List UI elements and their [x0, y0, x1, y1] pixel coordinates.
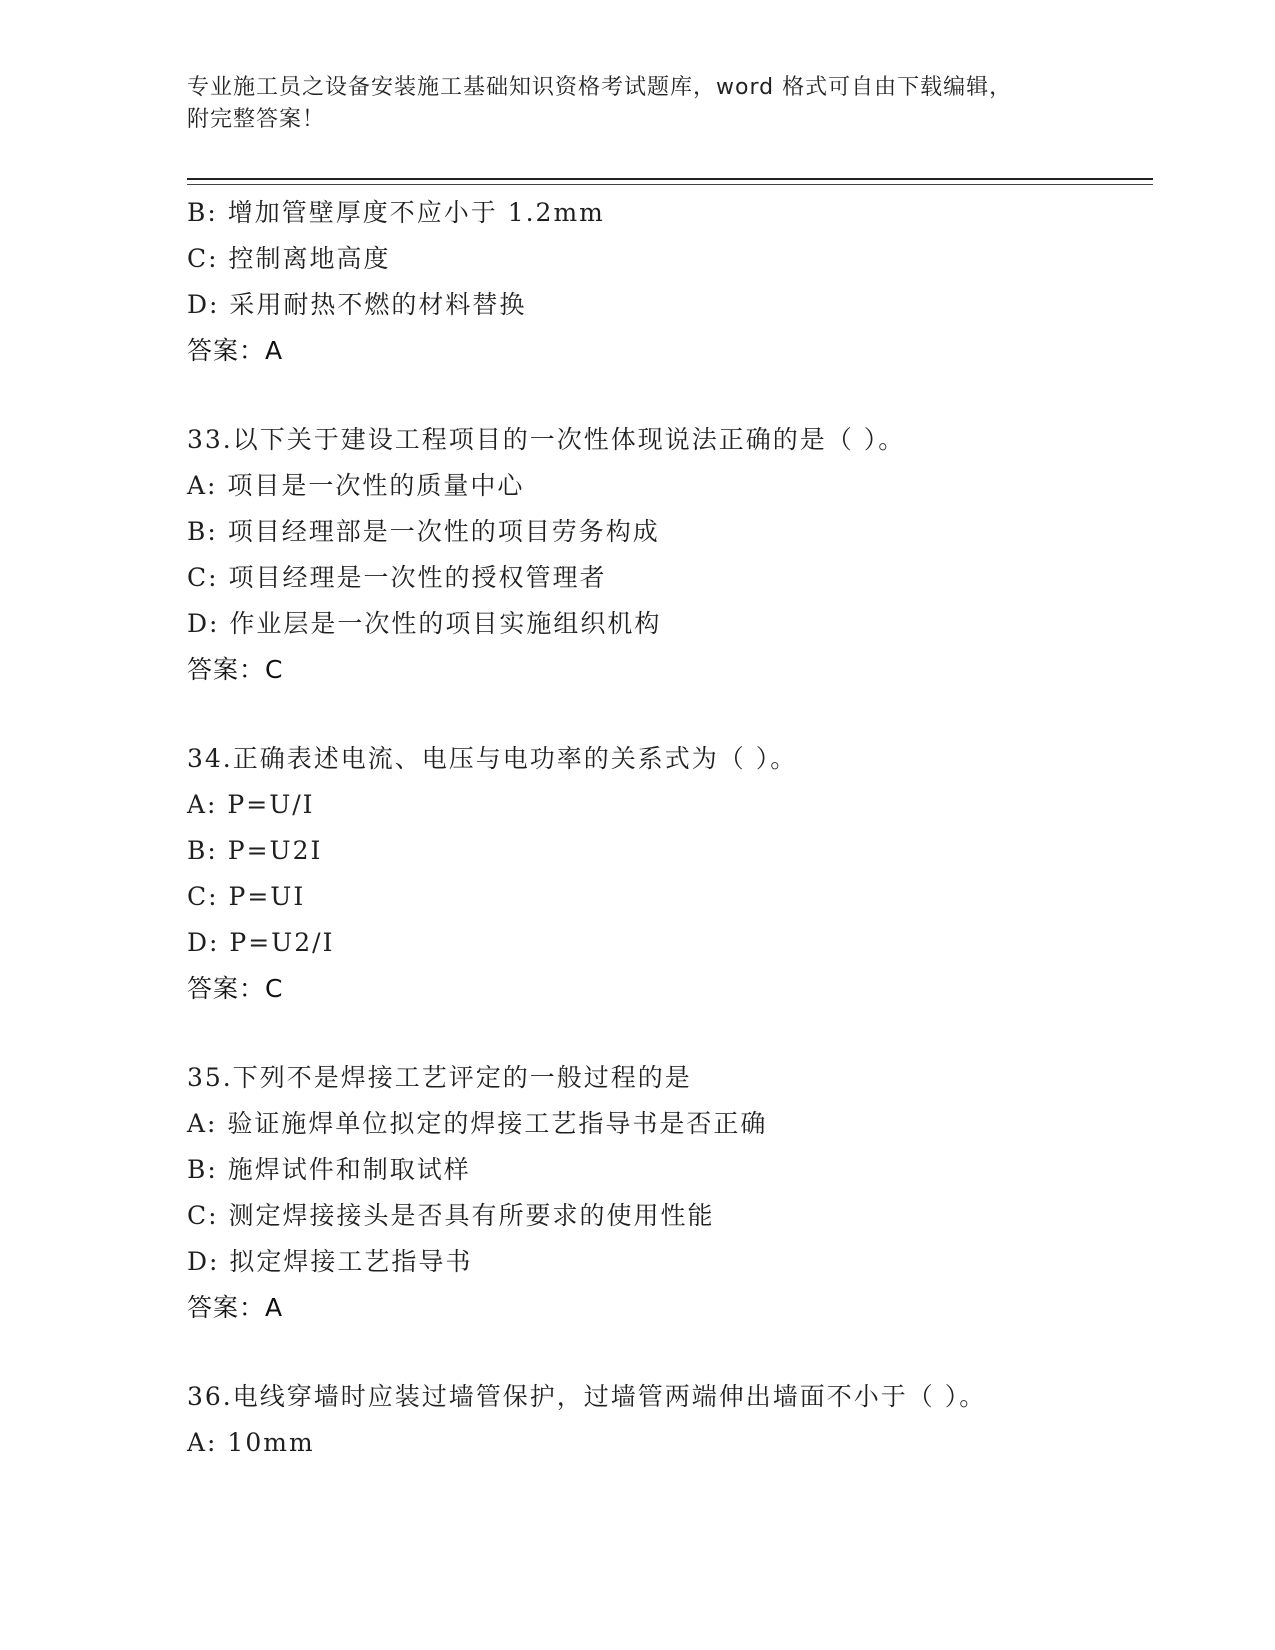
option-a: A: 项目是一次性的质量中心	[187, 471, 525, 500]
question-33	[187, 417, 1153, 693]
question-32-continuation	[187, 190, 1153, 374]
question-stem: 36.电线穿墙时应装过墙管保护，过墙管两端伸出墙面不小于（ ）。	[187, 1382, 987, 1411]
option-a: A: 10mm	[187, 1428, 315, 1457]
answer-line: 答案：A	[187, 1293, 284, 1322]
header-divider-thick	[187, 178, 1153, 180]
option-a: A: 验证施焊单位拟定的焊接工艺指导书是否正确	[187, 1109, 768, 1138]
question-stem: 34.正确表述电流、电压与电功率的关系式为（ ）。	[187, 744, 798, 773]
option-c: C: 控制离地高度	[187, 244, 391, 273]
header-divider-thin	[187, 184, 1153, 185]
header-line-1: 专业施工员之设备安装施工基础知识资格考试题库，word 格式可自由下载编辑，	[187, 75, 1013, 100]
option-b: B: 增加管壁厚度不应小于 1.2mm	[187, 198, 605, 227]
option-d: D: 拟定焊接工艺指导书	[187, 1247, 473, 1276]
document-header	[187, 72, 1067, 136]
header-line-2: 附完整答案！	[187, 107, 326, 132]
option-c: C: P=UI	[187, 882, 306, 911]
question-stem: 35.下列不是焊接工艺评定的一般过程的是	[187, 1063, 692, 1092]
option-a: A: P=U/I	[187, 790, 315, 819]
answer-line: 答案：C	[187, 974, 284, 1003]
question-stem: 33.以下关于建设工程项目的一次性体现说法正确的是（ ）。	[187, 425, 906, 454]
option-b: B: 施焊试件和制取试样	[187, 1155, 471, 1184]
question-36	[187, 1374, 1153, 1466]
option-d: D: P=U2/I	[187, 928, 335, 957]
question-35	[187, 1055, 1153, 1331]
option-b: B: P=U2I	[187, 836, 323, 865]
question-list	[187, 190, 1153, 1466]
option-d: D: 作业层是一次性的项目实施组织机构	[187, 609, 662, 638]
option-c: C: 测定焊接接头是否具有所要求的使用性能	[187, 1201, 715, 1230]
answer-line: 答案：C	[187, 655, 284, 684]
option-b: B: 项目经理部是一次性的项目劳务构成	[187, 517, 660, 546]
option-c: C: 项目经理是一次性的授权管理者	[187, 563, 607, 592]
question-34	[187, 736, 1153, 1012]
option-d: D: 采用耐热不燃的材料替换	[187, 290, 527, 319]
answer-line: 答案：A	[187, 336, 284, 365]
